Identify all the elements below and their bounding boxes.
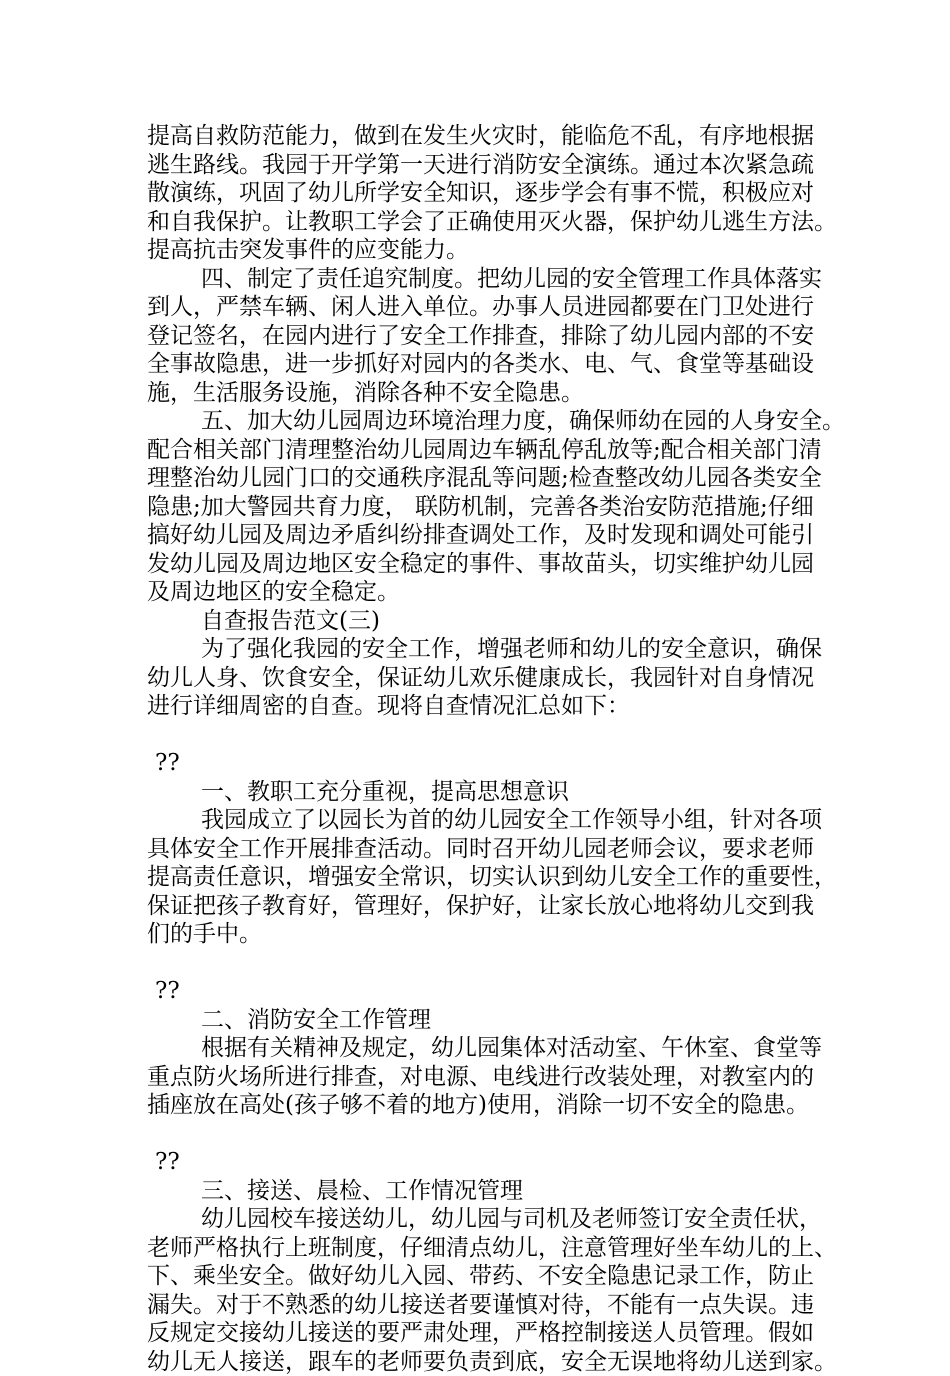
- placeholder-marker: ??: [147, 749, 827, 778]
- paragraph-first-line: 一、教职工充分重视，提高思想意识: [147, 778, 827, 807]
- text-line: 发幼儿园及周边地区安全稳定的事件、事故苗头，切实维护幼儿园: [147, 550, 827, 579]
- text-line: 下、乘坐安全。做好幼儿入园、带药、不安全隐患记录工作，防止: [147, 1262, 827, 1291]
- text-line: 提高责任意识，增强安全常识，切实认识到幼儿安全工作的重要性，: [147, 863, 827, 892]
- text-line: 具体安全工作开展排查活动。同时召开幼儿园老师会议，要求老师: [147, 835, 827, 864]
- paragraph-first-line: 四、制定了责任追究制度。把幼儿园的安全管理工作具体落实: [147, 265, 827, 294]
- placeholder-marker: ??: [147, 1148, 827, 1177]
- paragraph-first-line: 二、消防安全工作管理: [147, 1006, 827, 1035]
- paragraph-first-line: 五、加大幼儿园周边环境治理力度，确保师幼在园的人身安全。: [147, 407, 827, 436]
- text-line: 散演练，巩固了幼儿所学安全知识，逐步学会有事不慌，积极应对: [147, 179, 827, 208]
- blank-line: [147, 1120, 827, 1149]
- blank-line: [147, 949, 827, 978]
- text-line: 反规定交接幼儿接送的要严肃处理，严格控制接送人员管理。假如: [147, 1319, 827, 1348]
- placeholder-marker: ??: [147, 977, 827, 1006]
- text-line: 逃生路线。我园于开学第一天进行消防安全演练。通过本次紧急疏: [147, 151, 827, 180]
- blank-line: [147, 721, 827, 750]
- text-line: 和自我保护。让教职工学会了正确使用灭火器，保护幼儿逃生方法。: [147, 208, 827, 237]
- paragraph-first-line: 为了强化我园的安全工作，增强老师和幼儿的安全意识，确保: [147, 635, 827, 664]
- text-line: 理整治幼儿园门口的交通秩序混乱等问题;检查整改幼儿园各类安全: [147, 464, 827, 493]
- text-line: 幼儿人身、饮食安全，保证幼儿欢乐健康成长，我园针对自身情况: [147, 664, 827, 693]
- text-line: 幼儿无人接送，跟车的老师要负责到底，安全无误地将幼儿送到家。: [147, 1348, 827, 1376]
- text-line: 插座放在高处(孩子够不着的地方)使用，消除一切不安全的隐患。: [147, 1091, 827, 1120]
- text-line: 提高抗击突发事件的应变能力。: [147, 236, 827, 265]
- text-line: 漏失。对于不熟悉的幼儿接送者要谨慎对待，不能有一点失误。违: [147, 1291, 827, 1320]
- paragraph-first-line: 自查报告范文(三): [147, 607, 827, 636]
- paragraph-first-line: 幼儿园校车接送幼儿，幼儿园与司机及老师签订安全责任状，: [147, 1205, 827, 1234]
- text-line: 到人，严禁车辆、闲人进入单位。办事人员进园都要在门卫处进行: [147, 293, 827, 322]
- text-line: 老师严格执行上班制度，仔细清点幼儿，注意管理好坐车幼儿的上、: [147, 1234, 827, 1263]
- text-line: 全事故隐患，进一步抓好对园内的各类水、电、气、食堂等基础设: [147, 350, 827, 379]
- text-line: 登记签名，在园内进行了安全工作排查，排除了幼儿园内部的不安: [147, 322, 827, 351]
- text-line: 提高自救防范能力，做到在发生火灾时，能临危不乱，有序地根据: [147, 122, 827, 151]
- text-line: 进行详细周密的自查。现将自查情况汇总如下：: [147, 692, 827, 721]
- text-line: 施，生活服务设施，消除各种不安全隐患。: [147, 379, 827, 408]
- text-line: 搞好幼儿园及周边矛盾纠纷排查调处工作，及时发现和调处可能引: [147, 521, 827, 550]
- paragraph-first-line: 三、接送、晨检、工作情况管理: [147, 1177, 827, 1206]
- text-line: 们的手中。: [147, 920, 827, 949]
- text-line: 隐患;加大警园共育力度， 联防机制，完善各类治安防范措施;仔细: [147, 493, 827, 522]
- paragraph-first-line: 我园成立了以园长为首的幼儿园安全工作领导小组，针对各项: [147, 806, 827, 835]
- text-line: 配合相关部门清理整治幼儿园周边车辆乱停乱放等;配合相关部门清: [147, 436, 827, 465]
- text-line: 重点防火场所进行排查，对电源、电线进行改装处理，对教室内的: [147, 1063, 827, 1092]
- text-line: 及周边地区的安全稳定。: [147, 578, 827, 607]
- text-line: 保证把孩子教育好，管理好，保护好，让家长放心地将幼儿交到我: [147, 892, 827, 921]
- document-body: [147, 122, 827, 1376]
- paragraph-first-line: 根据有关精神及规定，幼儿园集体对活动室、午休室、食堂等: [147, 1034, 827, 1063]
